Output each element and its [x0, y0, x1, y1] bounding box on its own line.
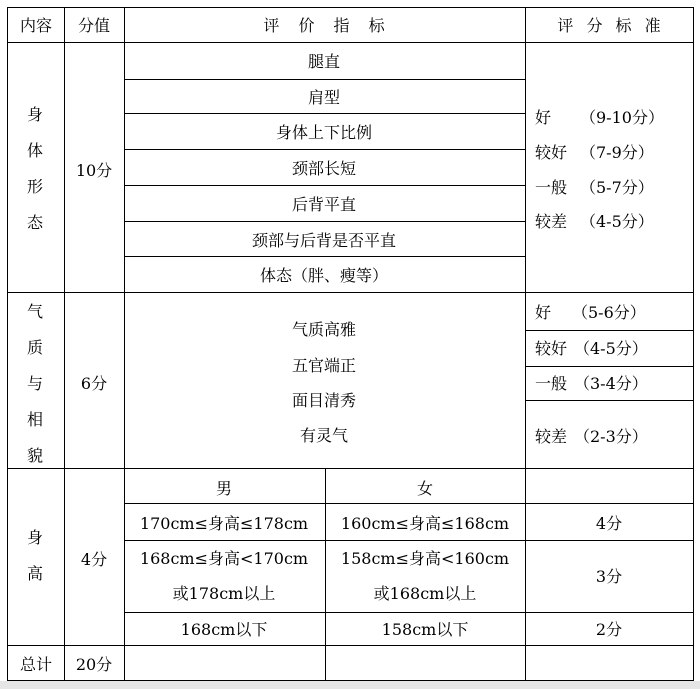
section-label-temperament: 气质与相貌	[26, 302, 43, 465]
height-points: 2分	[595, 620, 623, 639]
gender-male: 男	[215, 479, 233, 498]
grade-range: （4-5分）	[580, 212, 654, 231]
grade-range: （5-7分）	[580, 178, 654, 197]
grade-level: 较好	[535, 339, 568, 358]
grade-level: 一般	[535, 374, 568, 393]
section-divider	[7, 645, 693, 646]
header-score: 分值	[77, 16, 111, 35]
header-criteria: 评 价 指 标	[263, 16, 385, 35]
grade-level: 较差	[535, 212, 568, 231]
bottom-strip	[0, 681, 700, 689]
criteria-divider	[124, 113, 525, 114]
column-divider	[124, 7, 125, 681]
grade-level: 较好	[535, 143, 568, 162]
total-label: 总计	[19, 655, 53, 674]
grade-range: （2-3分）	[574, 427, 648, 446]
score-height: 4分	[80, 550, 108, 569]
height-female: 或168cm以上	[373, 584, 477, 603]
height-male: 168cm以下	[180, 620, 268, 639]
grade-level: 好	[535, 303, 552, 322]
criteria-item: 体态（胖、瘦等）	[259, 266, 389, 285]
criteria-item: 颈部与后背是否平直	[251, 231, 397, 250]
criteria-divider	[124, 256, 525, 257]
grade-range: （5-6分）	[572, 303, 646, 322]
criteria-item: 有灵气	[299, 426, 349, 445]
criteria-divider	[124, 79, 525, 80]
criteria-item: 颈部长短	[291, 159, 357, 178]
column-divider	[525, 7, 526, 681]
score-body: 10分	[75, 161, 113, 180]
criteria-item: 后背平直	[291, 195, 357, 214]
height-divider	[124, 540, 693, 541]
height-divider	[124, 612, 693, 613]
height-points: 4分	[595, 514, 623, 533]
grade-range: （7-9分）	[580, 143, 654, 162]
section-label-body: 身体形态	[26, 105, 43, 232]
grade-range: （3-4分）	[574, 374, 648, 393]
height-female: 158cm≤身高<160cm	[340, 549, 510, 568]
section-divider	[7, 292, 693, 293]
criteria-item: 面目清秀	[291, 391, 357, 410]
gender-female: 女	[416, 479, 434, 498]
column-divider	[64, 7, 65, 681]
height-male: 168cm≤身高<170cm	[139, 549, 309, 568]
criteria-item: 肩型	[307, 88, 341, 107]
grade-level: 较差	[535, 427, 568, 446]
total-score: 20分	[75, 655, 113, 674]
grade-divider	[525, 366, 693, 367]
section-label-height: 身高	[26, 528, 43, 583]
grade-divider	[525, 330, 693, 331]
grade-level: 一般	[535, 178, 568, 197]
gender-divider	[325, 468, 326, 681]
criteria-item: 五官端正	[291, 356, 357, 375]
criteria-item: 气质高雅	[291, 320, 357, 339]
height-points: 3分	[595, 567, 623, 586]
criteria-divider	[124, 149, 525, 150]
grade-level: 好	[535, 108, 552, 127]
header-content: 内容	[19, 16, 53, 35]
height-female: 158cm以下	[381, 620, 469, 639]
grade-range: （9-10分）	[580, 108, 664, 127]
height-male: 170cm≤身高≤178cm	[139, 514, 309, 533]
criteria-item: 身体上下比例	[275, 123, 373, 142]
criteria-divider	[124, 185, 525, 186]
criteria-divider	[124, 221, 525, 222]
grade-range: （4-5分）	[574, 339, 648, 358]
border-right	[693, 7, 694, 681]
height-male: 或178cm以上	[172, 584, 276, 603]
grade-divider	[525, 400, 693, 401]
border-top	[7, 7, 693, 8]
score-temperament: 6分	[80, 374, 108, 393]
border-left	[7, 7, 8, 681]
header-divider	[7, 42, 693, 43]
section-divider	[7, 468, 693, 469]
criteria-item: 腿直	[307, 52, 341, 71]
height-female: 160cm≤身高≤168cm	[340, 514, 510, 533]
header-standard: 评 分 标 准	[557, 16, 661, 35]
height-divider	[124, 503, 693, 504]
